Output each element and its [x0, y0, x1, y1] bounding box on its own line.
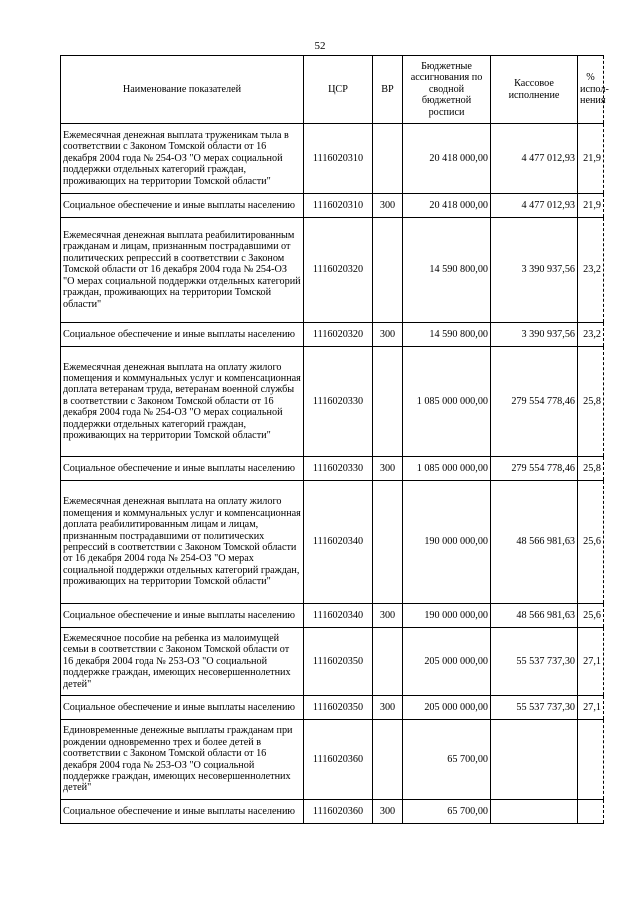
row-vr: [373, 628, 403, 696]
budget-table: [60, 55, 609, 824]
row-budget: 65 700,00: [403, 800, 491, 824]
row-csr: 1116020320: [304, 323, 373, 347]
row-cash: 279 554 778,46: [491, 347, 578, 457]
table-row: [61, 604, 604, 628]
row-csr: 1116020360: [304, 800, 373, 824]
table-row: [61, 800, 604, 824]
table-body: [61, 124, 604, 824]
row-csr: 1116020320: [304, 218, 373, 323]
row-csr: 1116020310: [304, 124, 373, 194]
row-name: Социальное обеспечение и иные выплаты населению: [61, 696, 304, 720]
table-row: [61, 124, 604, 194]
row-name: Социальное обеспечение и иные выплаты населению: [61, 323, 304, 347]
table-row: [61, 457, 604, 481]
row-vr: 300: [373, 194, 403, 218]
row-pct: 27,1: [578, 696, 604, 720]
row-cash: 3 390 937,56: [491, 323, 578, 347]
row-cash: 279 554 778,46: [491, 457, 578, 481]
row-name: Единовременные денежные выплаты гражданам при рождении одновременно трех и более детей в соответствии с Законом Томской области от 16 декабря 2004 года № 253-ОЗ "О социальной поддержке граждан, имеющих несовершеннолетних детей": [61, 720, 304, 800]
row-budget: 1 085 000 000,00: [403, 347, 491, 457]
row-name: Ежемесячная денежная выплата труженикам тыла в соответствии с Законом Томской области от 16 декабря 2004 года № 254-ОЗ "О мерах социальной поддержки отдельных категорий граждан, проживающих на территории Томской области": [61, 124, 304, 194]
table-header-row: [61, 56, 604, 124]
table-row: [61, 720, 604, 800]
row-pct: 25,6: [578, 604, 604, 628]
row-vr: 300: [373, 800, 403, 824]
header-pct: % испол-нения: [578, 56, 604, 124]
table-row: [61, 481, 604, 604]
header-vr: ВР: [373, 56, 403, 124]
row-vr: [373, 720, 403, 800]
row-csr: 1116020330: [304, 457, 373, 481]
row-csr: 1116020350: [304, 628, 373, 696]
row-budget: 205 000 000,00: [403, 696, 491, 720]
row-pct: 25,6: [578, 481, 604, 604]
row-vr: 300: [373, 696, 403, 720]
row-name: Социальное обеспечение и иные выплаты населению: [61, 457, 304, 481]
row-cash: 48 566 981,63: [491, 604, 578, 628]
row-cash: 55 537 737,30: [491, 696, 578, 720]
row-pct: 25,8: [578, 347, 604, 457]
row-vr: [373, 347, 403, 457]
row-pct: 23,2: [578, 218, 604, 323]
row-csr: 1116020330: [304, 347, 373, 457]
row-budget: 205 000 000,00: [403, 628, 491, 696]
row-name: Ежемесячная денежная выплата реабилитированным гражданам и лицам, признанным пострадавшими от политических репрессий в соответствии с Законом Томской области от 16 декабря 2004 года № 254-ОЗ "О мерах социальной поддержки отдельных категорий граждан, проживающих на территории Томской области": [61, 218, 304, 323]
row-cash: 4 477 012,93: [491, 194, 578, 218]
row-name: Социальное обеспечение и иные выплаты населению: [61, 194, 304, 218]
row-vr: [373, 124, 403, 194]
row-csr: 1116020340: [304, 481, 373, 604]
row-vr: 300: [373, 604, 403, 628]
table-row: [61, 323, 604, 347]
row-cash: 4 477 012,93: [491, 124, 578, 194]
row-vr: [373, 218, 403, 323]
row-pct: [578, 720, 604, 800]
header-cash: Кассовое исполнение: [491, 56, 578, 124]
table-row: [61, 218, 604, 323]
row-pct: 27,1: [578, 628, 604, 696]
row-budget: 14 590 800,00: [403, 323, 491, 347]
row-vr: 300: [373, 323, 403, 347]
row-budget: 65 700,00: [403, 720, 491, 800]
row-cash: 55 537 737,30: [491, 628, 578, 696]
row-budget: 14 590 800,00: [403, 218, 491, 323]
row-cash: [491, 720, 578, 800]
table-row: [61, 696, 604, 720]
row-pct: 23,2: [578, 323, 604, 347]
header-name: Наименование показателей: [61, 56, 304, 124]
row-pct: 25,8: [578, 457, 604, 481]
table-row: [61, 194, 604, 218]
row-pct: 21,9: [578, 124, 604, 194]
row-budget: 190 000 000,00: [403, 481, 491, 604]
row-budget: 190 000 000,00: [403, 604, 491, 628]
row-name: Социальное обеспечение и иные выплаты населению: [61, 800, 304, 824]
row-cash: 3 390 937,56: [491, 218, 578, 323]
row-csr: 1116020340: [304, 604, 373, 628]
row-budget: 1 085 000 000,00: [403, 457, 491, 481]
row-csr: 1116020360: [304, 720, 373, 800]
row-name: Социальное обеспечение и иные выплаты населению: [61, 604, 304, 628]
table-row: [61, 628, 604, 696]
row-name: Ежемесячная денежная выплата на оплату жилого помещения и коммунальных услуг и компенсационная доплата реабилитированным лицам и лицам, признанным пострадавшими от политических репрессий в соответствии с Законом Томской области от 16 декабря 2004 года № 254-ОЗ "О мерах социальной поддержки отдельных категорий граждан, проживающих на территории Томской области": [61, 481, 304, 604]
header-csr: ЦСР: [304, 56, 373, 124]
row-pct: [578, 800, 604, 824]
row-csr: 1116020310: [304, 194, 373, 218]
row-cash: [491, 800, 578, 824]
row-name: Ежемесячная денежная выплата на оплату жилого помещения и коммунальных услуг и компенсационная доплата ветеранам труда, ветеранам военной службы в соответствии с Законом Томской области от 16 декабря 2004 года № 254-ОЗ "О мерах социальной поддержки отдельных категорий граждан, проживающих на территории Томской области": [61, 347, 304, 457]
table-row: [61, 347, 604, 457]
page-number: 52: [314, 40, 326, 52]
row-name: Ежемесячное пособие на ребенка из малоимущей семьи в соответствии с Законом Томской области от 16 декабря 2004 года № 253-ОЗ "О социальной поддержке граждан, имеющих несовершеннолетних детей": [61, 628, 304, 696]
row-budget: 20 418 000,00: [403, 124, 491, 194]
row-budget: 20 418 000,00: [403, 194, 491, 218]
row-csr: 1116020350: [304, 696, 373, 720]
row-pct: 21,9: [578, 194, 604, 218]
row-cash: 48 566 981,63: [491, 481, 578, 604]
row-vr: 300: [373, 457, 403, 481]
header-budget: Бюджетные ассигнования по сводной бюджетной росписи: [403, 56, 491, 124]
row-vr: [373, 481, 403, 604]
